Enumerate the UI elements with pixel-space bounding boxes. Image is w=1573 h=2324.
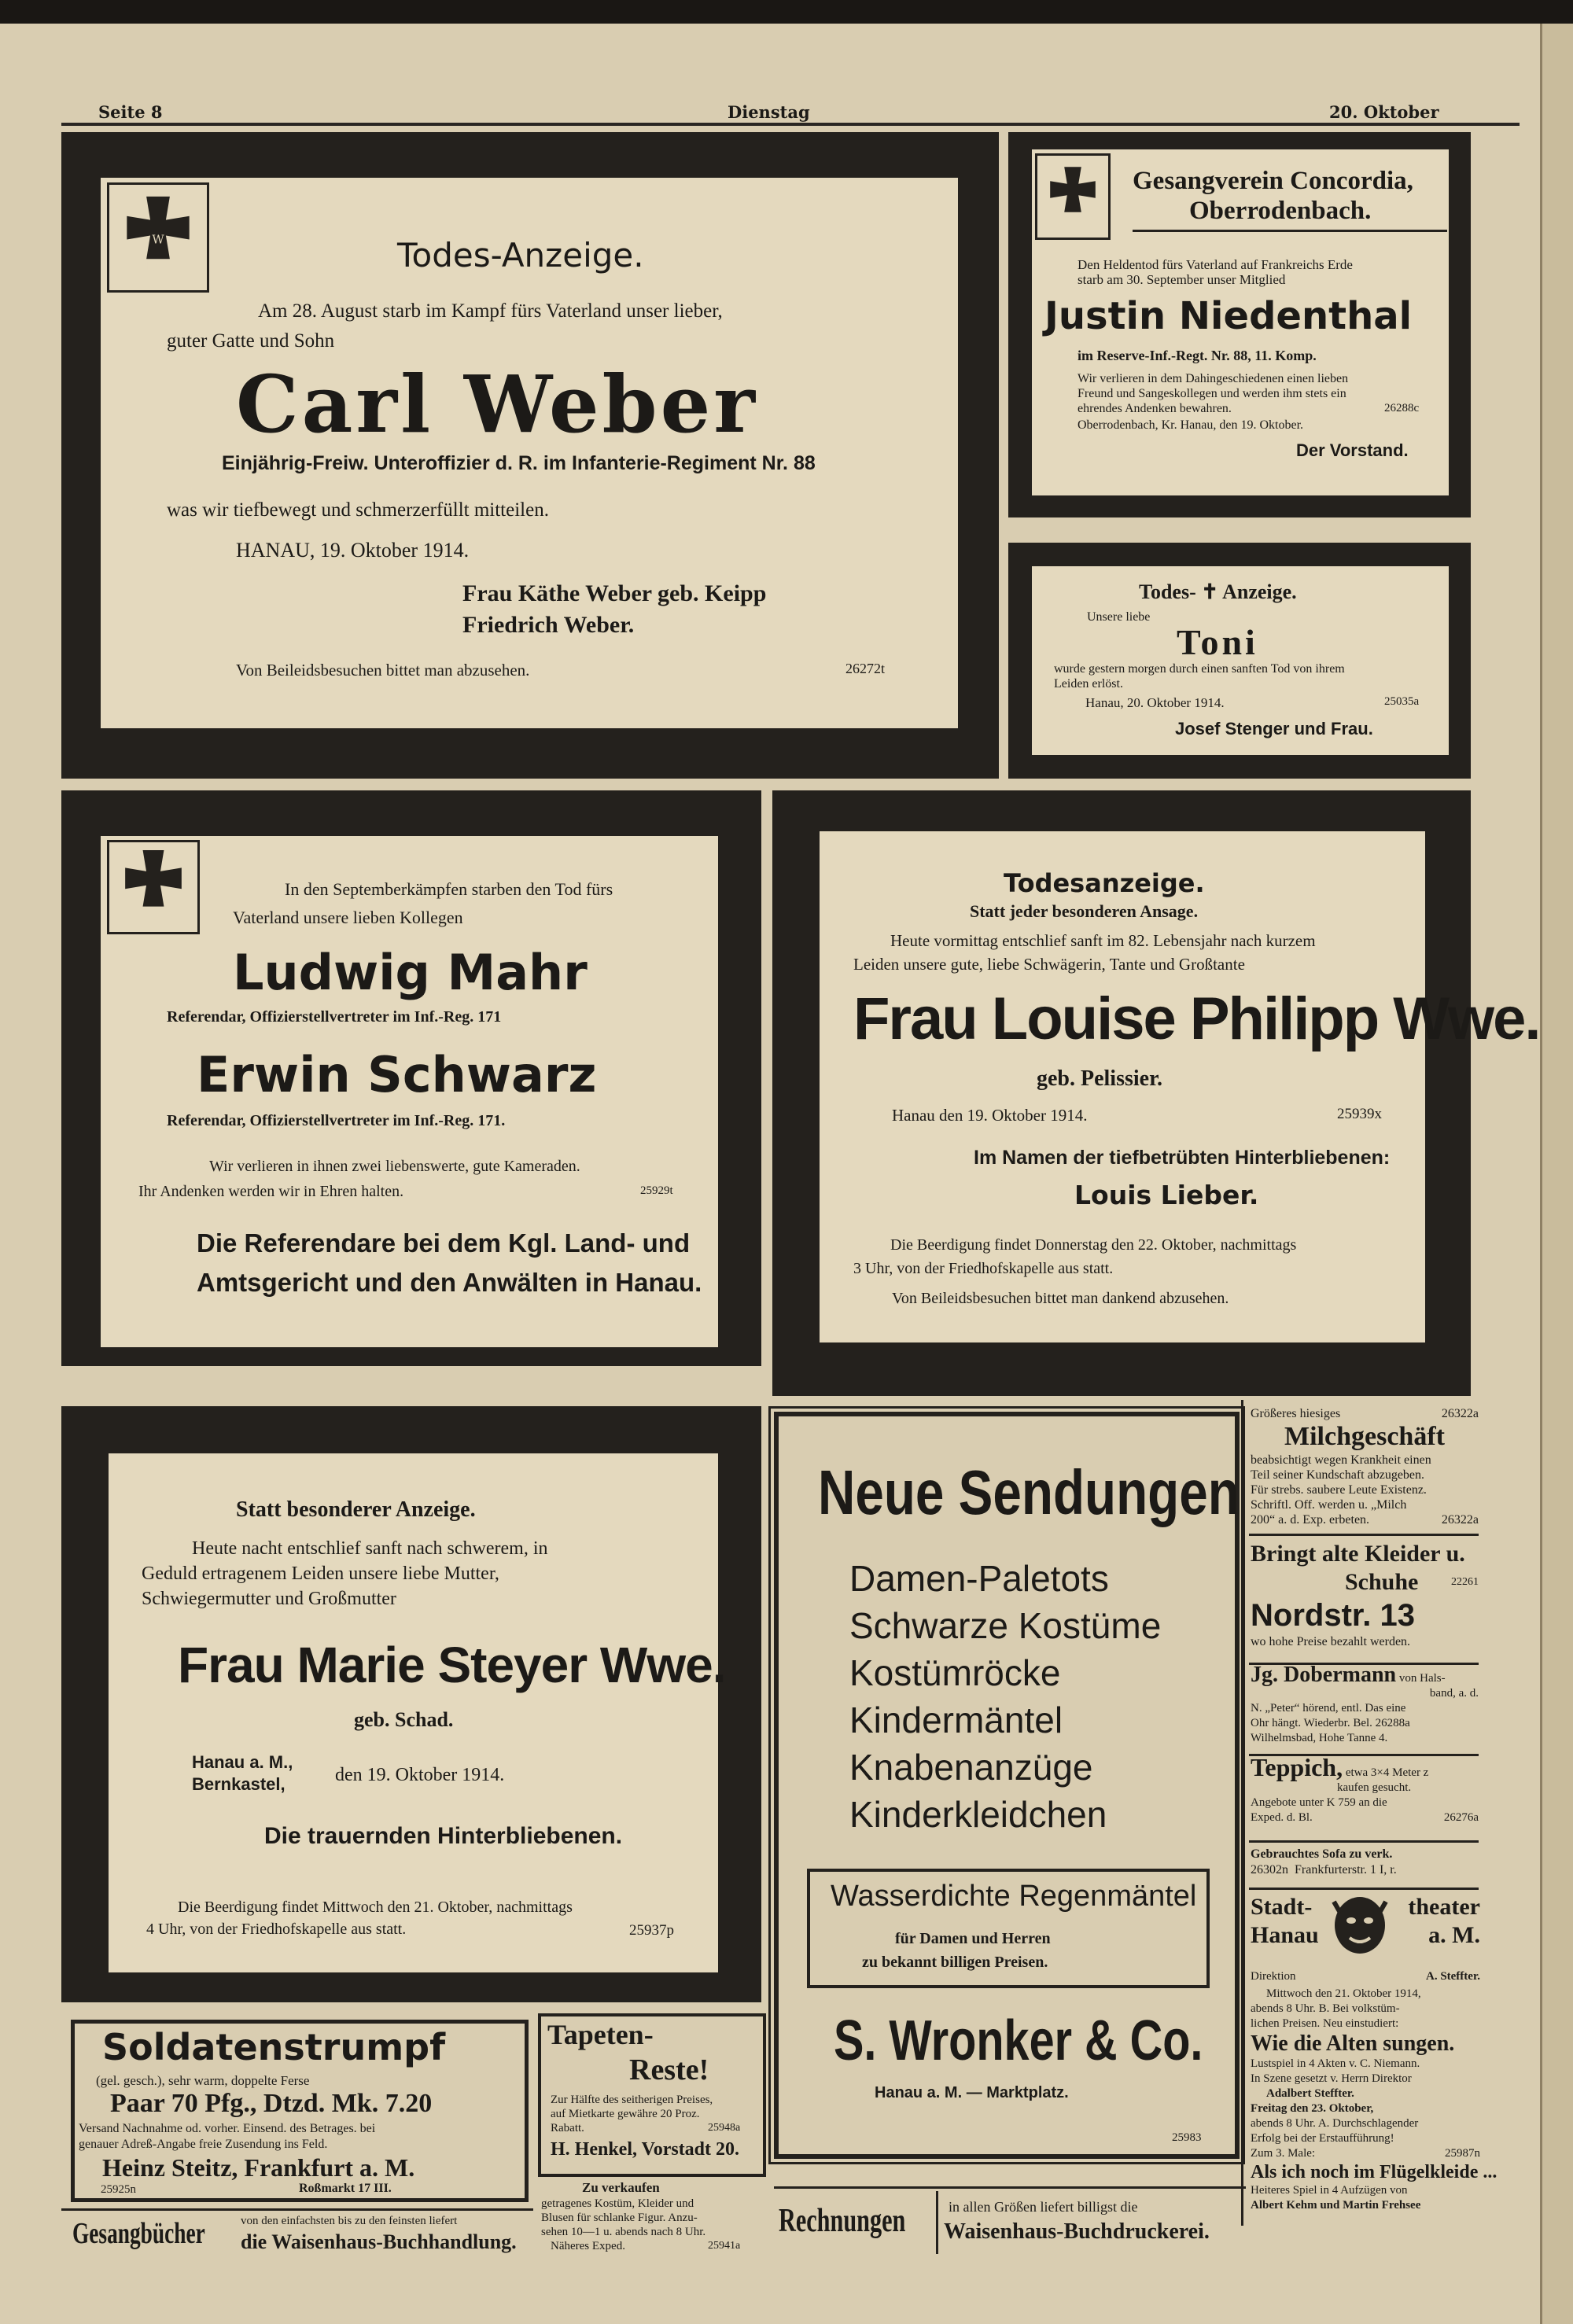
ad-code: 26272t: [845, 661, 886, 676]
divider: [1249, 1840, 1479, 1843]
text-line: 3 Uhr, von der Friedhofskapelle aus statt.: [853, 1260, 1114, 1277]
list-item: Knabenanzüge: [849, 1747, 1093, 1788]
advert-title: Gesangbücher: [72, 2217, 205, 2250]
signature: Friedrich Weber.: [462, 612, 635, 638]
list-item: Schwarze Kostüme: [849, 1605, 1162, 1646]
running-day: Dienstag: [728, 102, 810, 122]
place-date: Hanau, 20. Oktober 1914.: [1085, 695, 1225, 710]
deceased-name: Justin Niedenthal: [1044, 294, 1413, 338]
deceased-name: Carl Weber: [236, 358, 758, 451]
firm-name: H. Henkel, Vorstadt 20.: [551, 2139, 740, 2160]
small-ad-sofa: [1251, 1847, 1479, 1878]
firm-name: Heinz Steitz, Frankfurt a. M.: [102, 2153, 415, 2182]
small-ad-kleider: [1251, 1540, 1479, 1650]
text-line: Näheres Exped.: [551, 2240, 625, 2252]
signature: Louis Lieber.: [1074, 1180, 1259, 1210]
list-item: Kostümröcke: [849, 1652, 1061, 1693]
text-line: Wir verlieren in ihnen zwei liebenswerte, gute Kameraden.: [209, 1158, 580, 1175]
text-line: 4 Uhr, von der Friedhofskapelle aus statt.: [146, 1921, 407, 1938]
signature: Frau Käthe Weber geb. Keipp: [462, 580, 767, 606]
text-line: Mittwoch den 21. Oktober 1914,: [1266, 1987, 1421, 2000]
place-date: HANAU, 19. Oktober 1914.: [236, 539, 470, 562]
deceased-name: Ludwig Mahr: [233, 944, 588, 1001]
advert-gesangbuecher: [72, 2216, 256, 2251]
ad-code: 25941a: [708, 2240, 741, 2252]
text-line: Versand Nachnahme od. vorher. Einsend. des Betrages. bei: [79, 2122, 376, 2135]
text-line: 200“ a. d. Exp. erbeten. 26322a: [1251, 1513, 1479, 1527]
text-line: guter Gatte und Sohn: [167, 330, 335, 352]
note: Von Beileidsbesuchen bittet man abzusehen.: [236, 661, 530, 680]
text-line: N. „Peter“ hörend, entl. Das eine: [1251, 1702, 1406, 1714]
text-line: Adalbert Steffter.: [1266, 2087, 1354, 2100]
text-line: genauer Adreß-Angabe freie Zusendung ins Feld.: [79, 2138, 328, 2151]
text-line: in allen Größen liefert billigst die: [949, 2199, 1138, 2215]
text-line: Direktion: [1251, 1970, 1296, 1983]
small-ad-teppich: [1251, 1753, 1479, 1825]
ad-title: Todes-Anzeige.: [397, 236, 644, 274]
text-line: Am 28. August starb im Kampf fürs Vaterland unser lieber,: [258, 300, 723, 322]
text-line: Ihr Andenken werden wir in Ehren halten.: [138, 1183, 404, 1200]
signature: Die trauernden Hinterbliebenen.: [264, 1823, 623, 1849]
column-rule: [1241, 1400, 1243, 2226]
signature: Josef Stenger und Frau.: [1175, 719, 1373, 738]
text-line: In Szene gesetzt v. Herrn Direktor: [1251, 2072, 1412, 2085]
ad-code: 25983: [1172, 2131, 1202, 2144]
text-line: zu bekannt billigen Preisen.: [862, 1954, 1048, 1971]
text-line: (gel. gesch.), sehr warm, doppelte Ferse: [96, 2073, 310, 2088]
text-line: Waisenhaus-Buchdruckerei.: [944, 2219, 1210, 2244]
small-ad-milch: [1251, 1406, 1479, 1527]
text-line: sehen 10—1 u. abends nach 8 Uhr.: [541, 2226, 706, 2238]
iron-cross-icon: [1035, 153, 1111, 240]
text-line: Den Heldentod fürs Vaterland auf Frankreichs Erde: [1078, 257, 1353, 272]
theater-mask-icon: [1326, 1894, 1394, 1966]
firm-name-text: S. Wronker & Co.: [834, 2009, 1203, 2072]
rank-line: Referendar, Offizierstellvertreter im Inf.-Reg. 171.: [167, 1112, 506, 1129]
ad-title: Todesanzeige.: [1004, 868, 1205, 898]
divider: [1249, 1534, 1479, 1536]
address: Roßmarkt 17 III.: [299, 2182, 392, 2195]
text-line: Jg. Dobermann von Hals-: [1251, 1663, 1446, 1687]
text-line: Blusen für schlanke Figur. Anzu-: [541, 2212, 698, 2224]
text-line: Hanau: [1251, 1922, 1319, 1948]
text-line: Geduld ertragenem Leiden unsere liebe Mutter,: [142, 1563, 499, 1584]
text-line: für Damen und Herren: [895, 1930, 1051, 1947]
deceased-name: Frau Marie Steyer Wwe.: [178, 1637, 726, 1693]
text-line: die Waisenhaus-Buchhandlung.: [241, 2230, 517, 2253]
page-number: Seite 8: [98, 102, 163, 122]
text-line: wo hohe Preise bezahlt werden.: [1251, 1635, 1411, 1648]
ad-code: 26288c: [1384, 402, 1420, 414]
text-line: Für strebs. saubere Leute Existenz.: [1251, 1483, 1427, 1497]
unit-line: im Reserve-Inf.-Regt. Nr. 88, 11. Komp.: [1078, 348, 1317, 363]
rank-line: Referendar, Offizierstellvertreter im Inf.-Reg. 171: [167, 1008, 502, 1026]
small-ad-title: Milchgeschäft: [1284, 1422, 1445, 1451]
text-line: Albert Kehm und Martin Frehsee: [1251, 2199, 1421, 2212]
text-line: Von Beileidsbesuchen bittet man dankend abzusehen.: [892, 1290, 1229, 1307]
raincoat-title: Wasserdichte Regenmäntel: [831, 1880, 1197, 1913]
text-line: a. M.: [1428, 1922, 1480, 1948]
date: den 19. Oktober 1914.: [335, 1765, 505, 1785]
rank-line: Einjährig-Freiw. Unteroffizier d. R. im Infanterie-Regiment Nr. 88: [222, 452, 816, 474]
text-line: Gebrauchtes Sofa zu verk.: [1251, 1847, 1393, 1861]
advert-rechnungen: [779, 2202, 955, 2240]
signature: Amtsgericht und den Anwälten in Hanau.: [197, 1268, 702, 1297]
text-line: Vaterland unsere lieben Kollegen: [233, 908, 463, 927]
text-line: Zum 3. Male: 25987n: [1251, 2147, 1480, 2160]
text-line: getragenes Kostüm, Kleider und: [541, 2197, 694, 2210]
place-date: Oberrodenbach, Kr. Hanau, den 19. Oktober.: [1078, 418, 1304, 432]
text-line: Schuhe 22261: [1345, 1569, 1479, 1595]
list-item: Damen-Paletots: [849, 1558, 1109, 1599]
deceased-name: Toni: [1177, 622, 1258, 662]
deceased-name: Erwin Schwarz: [197, 1046, 597, 1103]
text-line: Die Beerdigung findet Mittwoch den 21. Oktober, nachmittags: [178, 1899, 573, 1916]
subtitle: Statt jeder besonderen Ansage.: [970, 901, 1199, 921]
text-line: wurde gestern morgen durch einen sanften Tod von ihrem: [1054, 662, 1345, 676]
advert-title: Reste!: [629, 2053, 709, 2086]
club-name: Gesangverein Concordia,: [1133, 167, 1413, 195]
place: Hanau a. M.,: [192, 1752, 293, 1772]
play-title: Wie die Alten sungen.: [1251, 2031, 1455, 2056]
text-line: starb am 30. September unser Mitglied: [1078, 272, 1286, 287]
text-line: ehrendes Andenken bewahren.: [1078, 402, 1232, 415]
text-line: Im Namen der tiefbetrübten Hinterbliebenen:: [974, 1147, 1391, 1169]
text-line: Freitag den 23. Oktober,: [1251, 2102, 1374, 2115]
club-location: Oberrodenbach.: [1189, 197, 1372, 225]
text-line: In den Septemberkämpfen starben den Tod fürs: [285, 879, 613, 899]
maiden-name: geb. Schad.: [354, 1708, 454, 1731]
play-title: Als ich noch im Flügelkleide ...: [1251, 2162, 1497, 2182]
divider: [61, 2208, 533, 2211]
signature: Der Vorstand.: [1296, 440, 1409, 460]
price: Paar 70 Pfg., Dtzd. Mk. 7.20: [110, 2089, 433, 2118]
text-line: Zur Hälfte des seitherigen Preises,: [551, 2094, 713, 2106]
text-line: Bringt alte Kleider u.: [1251, 1541, 1465, 1567]
text-line: Wilhelmsbad, Hohe Tanne 4.: [1251, 1732, 1388, 1744]
text-line: beabsichtigt wegen Krankheit einen: [1251, 1453, 1431, 1467]
ad-code: 25937p: [629, 1922, 674, 1939]
text-line: auf Mietkarte gewähre 20 Proz.: [551, 2108, 700, 2120]
facing-page-edge: [1540, 24, 1573, 2324]
theater-header: [1251, 1894, 1480, 1987]
text-line: Lustspiel in 4 Akten v. C. Niemann.: [1251, 2057, 1420, 2070]
list-item: Kinderkleidchen: [849, 1794, 1107, 1835]
text-line: Rabatt.: [551, 2122, 584, 2134]
ad-title: Statt besonderer Anzeige.: [236, 1497, 476, 1522]
text-line: Erfolg bei der Erstaufführung!: [1251, 2132, 1394, 2145]
text-line: Unsere liebe: [1087, 610, 1151, 624]
text-line: Heute vormittag entschlief sanft im 82. Lebensjahr nach kurzem: [890, 931, 1316, 950]
divider: [1133, 230, 1447, 232]
ad-code: 25948a: [708, 2122, 741, 2134]
firm-address: Hanau a. M. — Marktplatz.: [875, 2084, 1069, 2101]
text-line: Heiteres Spiel in 4 Aufzügen von: [1251, 2184, 1408, 2197]
text-line: Ohr hängt. Wiederbr. Bel. 26288a: [1251, 1717, 1410, 1729]
text-line: Exped. d. Bl. 26276a: [1251, 1811, 1479, 1824]
text-line: Schriftl. Off. werden u. „Milch: [1251, 1498, 1407, 1512]
text-line: theater: [1408, 1894, 1480, 1920]
list-item: Kindermäntel: [849, 1700, 1063, 1740]
firm-name: [834, 2009, 1295, 2073]
text-line: Teppich, etwa 3×4 Meter z: [1251, 1753, 1429, 1781]
svg-text:W: W: [152, 232, 164, 247]
text-line: 26302n Frankfurterstr. 1 I, r.: [1251, 1863, 1397, 1877]
text-line: Freund und Sangeskollegen und werden ihm stets ein: [1078, 387, 1346, 400]
text-line: Stadt-: [1251, 1894, 1313, 1920]
text-line: abends 8 Uhr. A. Durchschlagender: [1251, 2117, 1419, 2130]
iron-cross-icon: [107, 840, 200, 934]
text-line: Größeres hiesiges 26322a: [1251, 1407, 1479, 1420]
advert-title: Rechnungen: [779, 2203, 906, 2239]
ad-title: Todes- ✝ Anzeige.: [1139, 580, 1297, 603]
divider: [774, 2186, 1246, 2189]
text-line: Wir verlieren in dem Dahingeschiedenen einen lieben: [1078, 372, 1349, 385]
text-line: von den einfachsten bis zu den feinsten liefert: [241, 2215, 458, 2227]
place-date: Hanau den 19. Oktober 1914.: [892, 1106, 1088, 1125]
text-line: was wir tiefbewegt und schmerzerfüllt mitteilen.: [167, 499, 549, 521]
ad-code: 25925n: [101, 2183, 136, 2196]
signature: Die Referendare bei dem Kgl. Land- und: [197, 1228, 691, 1258]
text-line: Heute nacht entschlief sanft nach schwerem, in: [192, 1538, 548, 1559]
small-ad-theater: [1251, 1894, 1497, 2213]
text-line: band, a. d.: [1429, 1687, 1479, 1700]
text-line: Die Beerdigung findet Donnerstag den 22. Oktober, nachmittags: [890, 1236, 1297, 1254]
maiden-name: geb. Pelissier.: [1037, 1066, 1162, 1091]
svg-text:1914: 1914: [143, 260, 173, 274]
text-line: abends 8 Uhr. B. Bei volkstüm-: [1251, 2002, 1400, 2015]
text-line: Leiden erlöst.: [1054, 677, 1123, 691]
advert-title: Soldatenstrumpf: [102, 2026, 446, 2068]
advert-title: Zu verkaufen: [582, 2180, 660, 2195]
advert-title-text: Neue Sendungen: [818, 1457, 1240, 1527]
advert-title: Tapeten-: [547, 2019, 654, 2050]
address: Nordstr. 13: [1251, 1598, 1415, 1633]
text-line: A. Steffter.: [1425, 1970, 1480, 1983]
iron-cross-icon: [107, 182, 209, 293]
place: Bernkastel,: [192, 1774, 285, 1794]
ad-code: 25929t: [640, 1184, 673, 1197]
ad-code: 25035a: [1384, 695, 1420, 708]
text-line: Leiden unsere gute, liebe Schwägerin, Tante und Großtante: [853, 955, 1245, 974]
text-line: lichen Preisen. Neu einstudiert:: [1251, 2017, 1399, 2030]
divider: [1249, 1888, 1479, 1890]
deceased-name: Frau Louise Philipp Wwe.: [853, 985, 1540, 1052]
running-date: 20. Oktober: [1329, 102, 1439, 122]
small-ad-dobermann: [1251, 1663, 1479, 1746]
text-line: Schwiegermutter und Großmutter: [142, 1589, 396, 1609]
header-rule: [61, 123, 1520, 126]
text-line: Angebote unter K 759 an die: [1251, 1796, 1387, 1809]
text-line: kaufen gesucht.: [1337, 1781, 1412, 1794]
text-line: Teil seiner Kundschaft abzugeben.: [1251, 1468, 1425, 1482]
ad-code: 25939x: [1337, 1106, 1382, 1122]
